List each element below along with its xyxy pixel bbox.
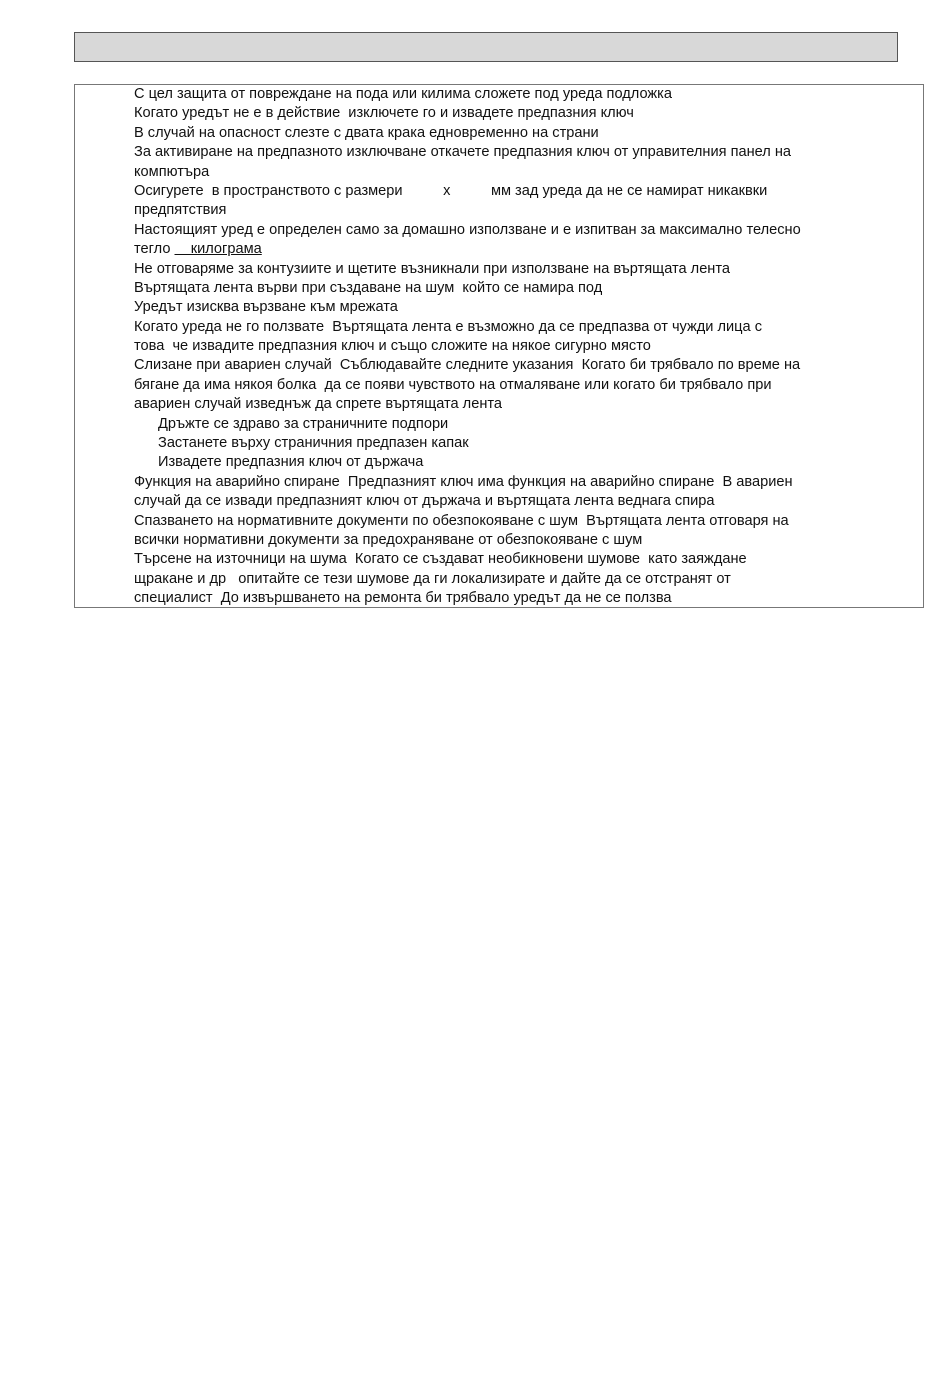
weight-prefix: тегло — [134, 241, 175, 258]
list-item: Дръжте се здраво за страничните подпори — [158, 415, 449, 432]
text-line: компютъра — [134, 163, 210, 180]
text-line: специалист До извършването на ремонта би трябвало уредът да не се ползва — [134, 590, 672, 607]
text-line: Въртящата лента върви при създаване на шум който се намира под — [134, 279, 603, 296]
text-line: всички нормативни документи за предохраняване от обезпокояване с шум — [134, 531, 643, 548]
text-line: С цел защита от повреждане на пода или килима сложете под уреда подложка — [134, 86, 672, 102]
weight-unit: килограма — [174, 241, 262, 258]
text-line: Уредът изисква вързване към мрежата — [134, 299, 398, 316]
text-line-weight — [134, 240, 904, 259]
text-line: За активиране на предпазното изключване откачете предпазния ключ от управителния панел на — [134, 144, 792, 161]
text-line: Спазването на нормативните документи по обезпокояване с шум Въртящата лента отговаря на — [134, 512, 789, 529]
text-line: Когато уредът не е в действие изключете го и извадете предпазния ключ — [134, 105, 634, 122]
list-item: Извадете предпазния ключ от държача — [158, 454, 424, 471]
text-line: Осигурете в пространството с размери х мм зад уреда да не се намират никаквки — [134, 182, 768, 199]
text-line: предпятствия — [134, 202, 227, 219]
text-line: Настоящият уред е определен само за домашно използване и е изпитван за максимално телесно — [134, 221, 801, 238]
text-line: това че извадите предпазния ключ и също сложите на някое сигурно място — [134, 338, 651, 355]
text-line: Търсене на източници на шума Когато се създават необикновени шумове като заяждане — [134, 551, 747, 568]
text-line: Слизане при авариен случай Съблюдавайте следните указания Когато би трябвало по време на — [134, 357, 801, 374]
text-line: Когато уреда не го ползвате Въртящата лента е възможно да се предпазва от чужди лица с — [134, 318, 762, 335]
text-line: В случай на опасност слезте с двата крака едновременно на страни — [134, 124, 599, 141]
section-header-bar — [74, 32, 898, 62]
text-line: Функция на аварийно спиране Предпазният ключ има функция на аварийно спиране В авариен — [134, 473, 793, 490]
text-line: авариен случай изведнъж да спрете въртящата лента — [134, 396, 503, 413]
text-line: щракане и др опитайте се тези шумове да ги локализирате и дайте да се отстранят от — [134, 570, 731, 587]
list-item: Застанете върху страничния предпазен капак — [158, 435, 469, 452]
text-line: Не отговаряме за контузиите и щетите възникнали при използване на въртящата лента — [134, 260, 731, 277]
instructions-text — [134, 85, 904, 609]
text-line: случай да се извади предпазният ключ от държача и въртящата лента веднага спира — [134, 493, 715, 510]
text-line: бягане да има някоя болка да се появи чувството на отмаляване или когато би трябвало при — [134, 376, 772, 393]
